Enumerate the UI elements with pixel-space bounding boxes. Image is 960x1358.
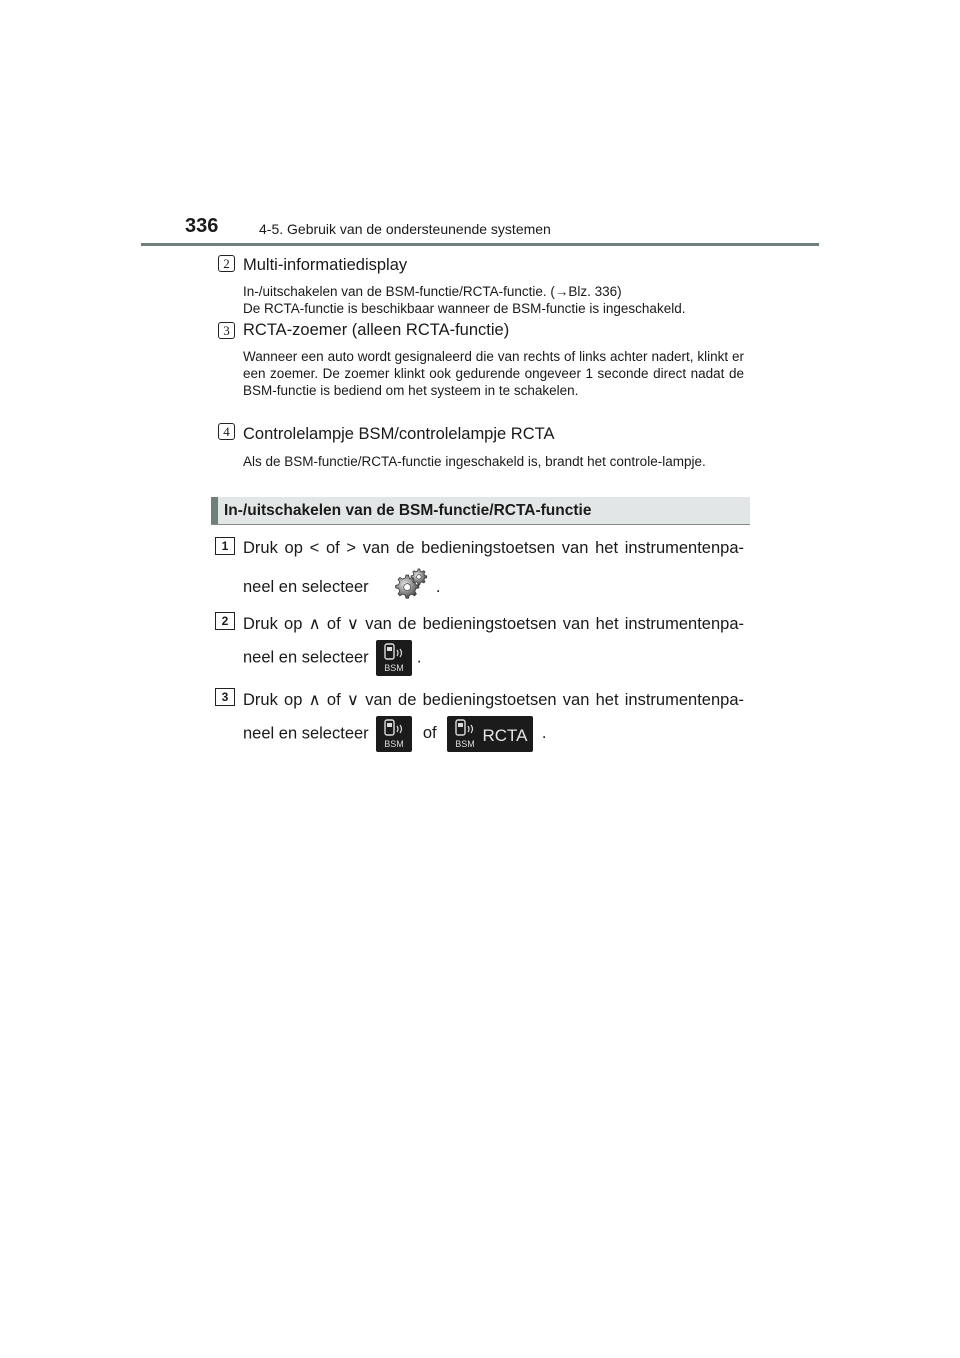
item-body-line: In-/uitschakelen van de BSM-functie/RCTA-functie. (→Blz. 336) xyxy=(243,284,622,299)
step-text-line xyxy=(243,640,421,676)
item-heading: RCTA-zoemer (alleen RCTA-functie) xyxy=(243,321,510,339)
section-title-band xyxy=(211,497,750,525)
bsm-rcta-icon xyxy=(447,716,533,752)
step-text-line: Druk op ∧ of ∨ van de bedieningstoetsen van het instrumentenpa- xyxy=(243,691,744,709)
header-rule xyxy=(141,243,819,246)
bsm-icon-label: BSM xyxy=(384,663,405,673)
step-text: neel en selecteer xyxy=(243,724,369,743)
settings-gear-icon xyxy=(391,567,429,608)
step-text: . xyxy=(416,648,422,667)
step-text: neel en selecteer xyxy=(243,648,369,667)
item-number-badge: 2 xyxy=(218,255,235,272)
step-number-badge: 3 xyxy=(215,688,235,706)
step-text-line: Druk op < of > van de bedieningstoetsen van het instrumentenpa- xyxy=(243,539,744,557)
item-number-badge: 3 xyxy=(218,322,235,339)
step-text: . xyxy=(435,577,441,596)
step-text-line xyxy=(243,716,546,752)
bsm-icon xyxy=(376,640,412,676)
item-body-paragraph: Wanneer een auto wordt gesignaleerd die van rechts of links achter nadert, klinkt er een zoemer. De zoemer klinkt ook gedurende ongeveer 1 seconde direct nadat de BSM-functie is bediend om het systeem in te schakelen. xyxy=(243,349,744,398)
item-number-badge: 4 xyxy=(218,423,235,440)
item-body xyxy=(243,453,744,470)
item-body-paragraph: Als de BSM-functie/RCTA-functie ingeschakeld is, brandt het controle-lampje. xyxy=(243,454,706,469)
step-text-line: Druk op ∧ of ∨ van de bedieningstoetsen van het instrumentenpa- xyxy=(243,615,744,633)
item-heading: Multi-informatiedisplay xyxy=(243,256,408,274)
page-number: 336 xyxy=(185,215,219,237)
item-body xyxy=(243,348,744,399)
item-heading: Controlelampje BSM/controlelampje RCTA xyxy=(243,425,555,443)
step-text: of xyxy=(422,724,437,743)
step-text-line xyxy=(243,567,440,608)
bsm-icon-label: BSM xyxy=(384,739,405,749)
item-body-line: De RCTA-functie is beschikbaar wanneer de BSM-functie is ingeschakeld. xyxy=(243,301,686,316)
section-title: In-/uitschakelen van de BSM-functie/RCTA-functie xyxy=(224,502,592,519)
step-text: . xyxy=(541,724,547,743)
item-body xyxy=(243,283,744,317)
bsm-icon-label: BSM xyxy=(455,739,475,749)
step-number-badge: 1 xyxy=(215,537,235,555)
section-band-accent xyxy=(211,497,218,524)
step-number-badge: 2 xyxy=(215,612,235,630)
bsm-icon xyxy=(376,716,412,752)
step-text: neel en selecteer xyxy=(243,577,369,596)
rcta-icon-label: RCTA xyxy=(482,726,528,745)
section-header: 4-5. Gebruik van de ondersteunende systemen xyxy=(259,221,551,237)
